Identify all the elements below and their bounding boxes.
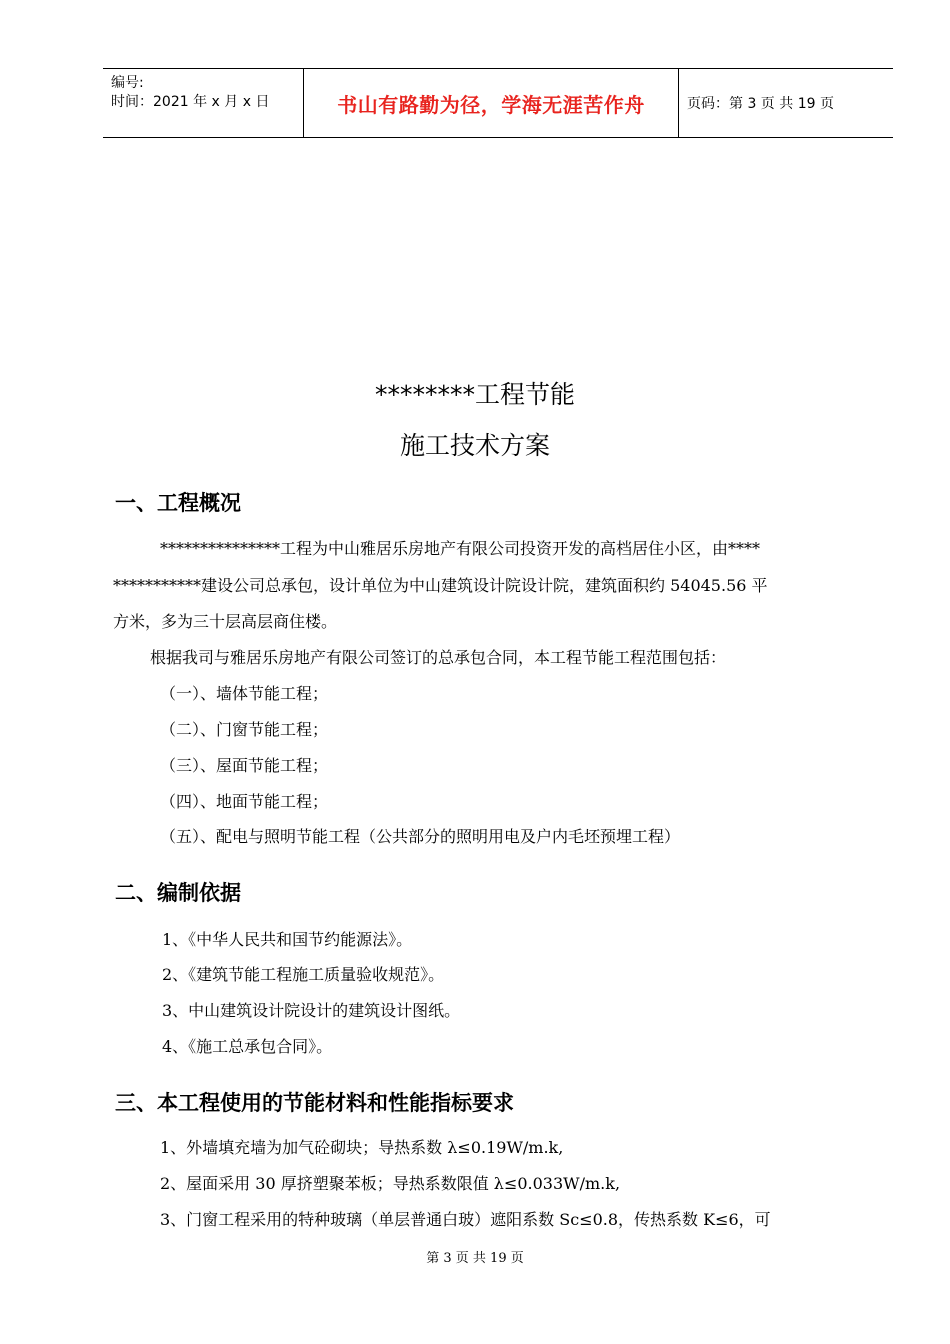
list-item: 4、《施工总承包合同》。 <box>162 1037 333 1056</box>
section1-para1-line1: ***************工程为中山雅居乐房地产有限公司投资开发的高档居住小区，由**** <box>160 539 761 558</box>
document-title-line1: ********工程节能 <box>374 380 575 409</box>
list-item: 3、门窗工程采用的特种玻璃（单层普通白玻）遮阳系数 Sc≤0.8，传热系数 K≤6，可 <box>160 1210 771 1229</box>
list-item: 2、屋面采用 30 厚挤塑聚苯板；导热系数限值 λ≤0.033W/m.k, <box>160 1174 621 1193</box>
section2-heading: 二、编制依据 <box>115 881 241 905</box>
page-info: 页码：第 3 页 共 19 页 <box>687 96 834 112</box>
list-item: （二）、门窗节能工程； <box>160 720 329 739</box>
motto: 书山有路勤为径，学海无涯苦作舟 <box>337 92 645 117</box>
code-label: 编号: <box>111 75 144 91</box>
section1-para1-line2: ***********建设公司总承包，设计单位为中山建筑设计院设计院，建筑面积约 54045.56 平 <box>113 576 768 595</box>
header-meta <box>103 69 304 137</box>
list-item: （四）、地面节能工程； <box>160 792 329 811</box>
section3-heading: 三、本工程使用的节能材料和性能指标要求 <box>115 1091 514 1115</box>
list-item: 1、《中华人民共和国节约能源法》。 <box>162 930 413 949</box>
date-label: 时间：2021 年 x 月 x 日 <box>111 94 270 110</box>
page-footer: 第 3 页 共 19 页 <box>426 1251 524 1266</box>
page-header <box>103 68 893 138</box>
header-motto-cell <box>304 69 679 137</box>
header-page-info <box>679 69 893 137</box>
section1-para2: 根据我司与雅居乐房地产有限公司签订的总承包合同，本工程节能工程范围包括： <box>150 648 727 667</box>
list-item: 1、外墙填充墙为加气砼砌块；导热系数 λ≤0.19W/m.k, <box>160 1138 564 1157</box>
document-title-line2: 施工技术方案 <box>399 431 550 460</box>
list-item: （三）、屋面节能工程； <box>160 756 329 775</box>
list-item: （五）、配电与照明节能工程（公共部分的照明用电及户内毛坯预埋工程） <box>160 827 681 846</box>
list-item: （一）、墙体节能工程； <box>160 684 329 703</box>
list-item: 2、《建筑节能工程施工质量验收规范》。 <box>162 965 445 984</box>
list-item: 3、中山建筑设计院设计的建筑设计图纸。 <box>162 1001 461 1020</box>
section1-heading: 一、工程概况 <box>115 491 241 515</box>
section1-para1-line3: 方米，多为三十层高层商住楼。 <box>113 612 338 631</box>
